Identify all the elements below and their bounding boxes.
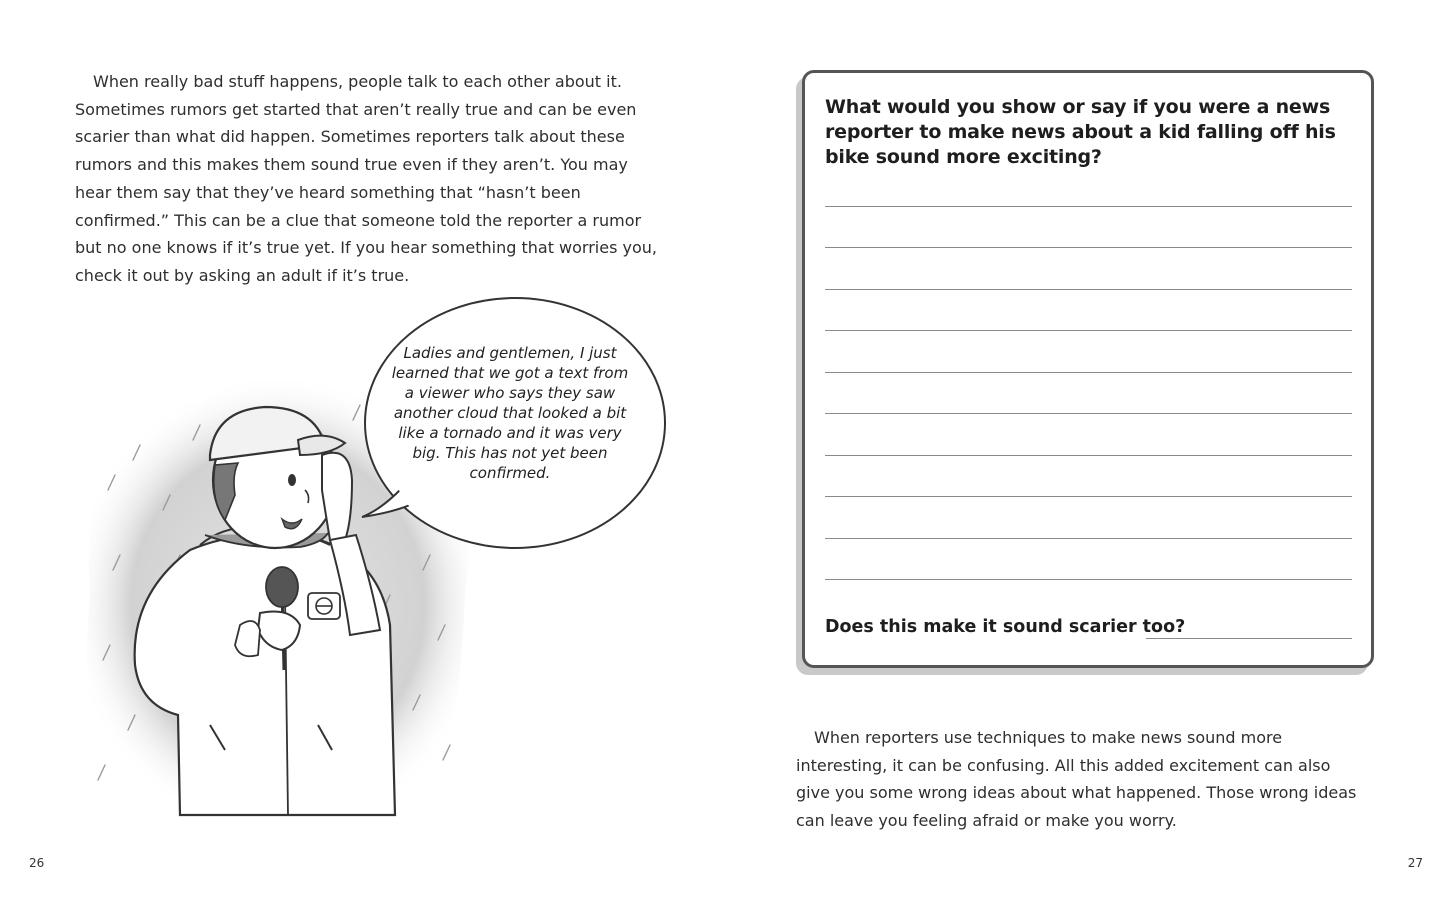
right-page [722, 0, 1445, 904]
answer-line[interactable] [825, 538, 1352, 539]
speech-bubble-text: Ladies and gentlemen, I just learned that we got a text from a viewer who says they saw another cloud that looked a bit like a tornado and it was very big. This has not yet been confirmed. [391, 344, 629, 482]
left-page [0, 0, 722, 904]
techniques-paragraph: When reporters use techniques to make news sound more interesting, it can be confusing. All this added excitement can also give you some wrong ideas about what happened. Those wrong ideas can leave you feeling afraid or make you worry. [796, 728, 1357, 831]
answer-line[interactable] [825, 247, 1352, 248]
page-number-right: 27 [1407, 856, 1423, 870]
answer-line[interactable] [825, 289, 1352, 290]
worksheet-question: What would you show or say if you were a news reporter to make news about a kid falling off his bike sound more exciting? [825, 96, 1336, 168]
followup-answer-line[interactable] [1146, 638, 1352, 639]
answer-line[interactable] [825, 372, 1352, 373]
answer-line[interactable] [825, 413, 1352, 414]
followup-row [825, 615, 1352, 645]
answer-line[interactable] [825, 206, 1352, 207]
answer-line[interactable] [825, 496, 1352, 497]
rumors-paragraph: When really bad stuff happens, people talk to each other about it. Sometimes rumors get started that aren’t really true and can be even scarier than what did happen. Sometimes reporters talk about these rumors and this makes them sound true even if they aren’t. You may hear them say that they’ve heard something that “hasn’t been confirmed.” This can be a clue that someone told the reporter a rumor but no one knows if it’s true yet. If you hear something that worries you, check it out by asking an adult if it’s true. [75, 72, 657, 285]
answer-line[interactable] [825, 330, 1352, 331]
worksheet-box [802, 70, 1374, 668]
answer-line[interactable] [825, 455, 1352, 456]
answer-line[interactable] [825, 579, 1352, 580]
followup-question: Does this make it sound scarier too? [825, 617, 1186, 637]
page-number-left: 26 [29, 856, 45, 870]
